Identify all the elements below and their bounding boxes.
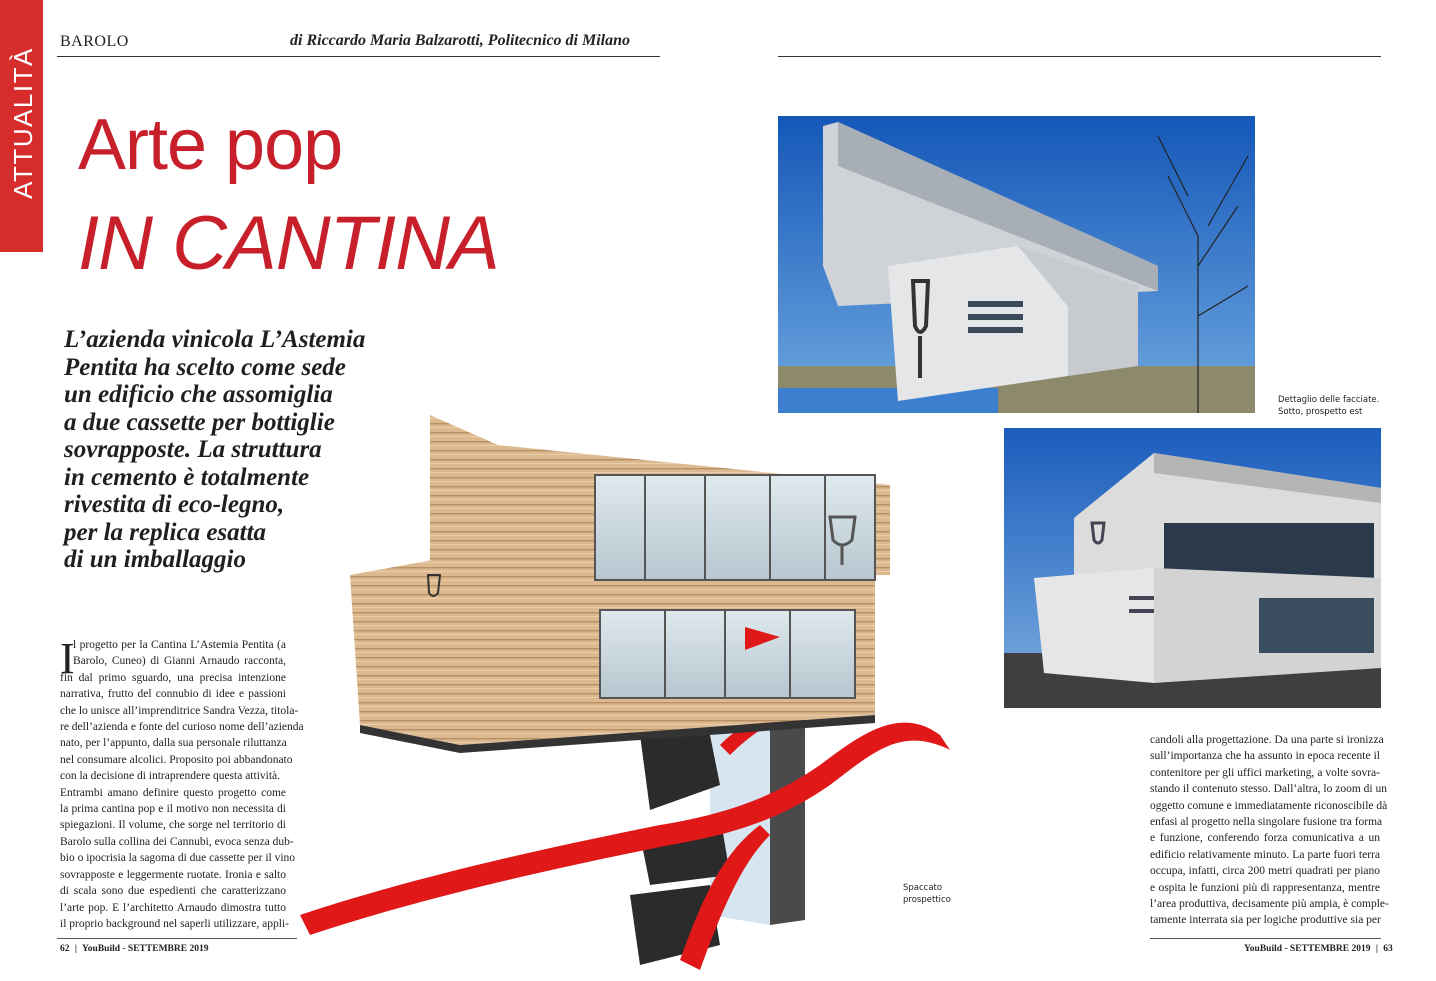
body-line: Barolo, Cuneo) di Gianni Arnaudo racconta, xyxy=(73,655,286,668)
header-rule-right xyxy=(778,56,1381,57)
caption-line: Spaccato xyxy=(903,883,943,893)
header-rule-left xyxy=(57,56,660,57)
body-line: occupa, infatti, circa 200 metri quadrati per piano xyxy=(1150,865,1380,878)
lead-line: un edificio che assomiglia xyxy=(64,381,333,408)
photo-east-elevation xyxy=(1004,428,1381,708)
byline: di Riccardo Maria Balzarotti, Politecnico di Milano xyxy=(290,32,631,49)
footer-magazine-left: YouBuild - SETTEMBRE 2019 xyxy=(82,944,209,954)
body-line: Entrambi amano definire questo progetto come xyxy=(60,786,286,799)
caption-photo xyxy=(1278,394,1379,418)
body-line: di scala sono due espedienti che caratterizzano xyxy=(60,885,286,898)
body-line: con la decisione di intraprendere questa attività. xyxy=(60,770,281,783)
lead-line: per la replica esatta xyxy=(64,518,267,546)
footer-rule-left xyxy=(57,938,297,939)
lead-line: Pentita ha scelto come sede xyxy=(64,353,346,381)
body-line: Barolo sulla collina dei Cannubi, evoca senza dub- xyxy=(60,835,294,848)
body-line: enfasi al progetto nella singolare fusione tra forma xyxy=(1150,816,1383,829)
body-line: nel consumare alcolici. Proposito poi abbandonato xyxy=(60,753,293,766)
body-line: fin dal primo sguardo, una precisa intenzione xyxy=(60,671,286,684)
photo-facade-detail xyxy=(778,116,1255,413)
section-label: BAROLO xyxy=(60,33,129,50)
page-number-left: 62 xyxy=(60,944,70,954)
body-line: l progetto per la Cantina L’Astemia Pentita (a xyxy=(73,639,286,651)
body-line: edificio relativamente minuto. La parte fuori terra xyxy=(1150,848,1380,861)
body-line: che lo unisce all’imprenditrice Sandra Vezza, titola- xyxy=(60,704,299,717)
footer-magazine-right: YouBuild - SETTEMBRE 2019 xyxy=(1244,944,1371,954)
lead-line: in cemento è totalmente xyxy=(64,463,310,491)
caption-line: Sotto, prospetto est xyxy=(1278,407,1363,417)
body-line: e ospita le funzioni più di rappresentanza, mentre xyxy=(1150,881,1380,894)
body-line: re dell’azienda e fonte del curioso nome dell’azienda xyxy=(60,721,304,734)
body-line: bio o ipocrisia la sagoma di due cassette per il vino xyxy=(60,852,296,865)
lead-line: a due cassette per bottiglie xyxy=(64,408,335,436)
body-line: il proprio background nel saperli utilizzare, appli- xyxy=(60,917,289,930)
footer-left: 62 | YouBuild - SETTEMBRE 2019 xyxy=(60,944,209,954)
body-line: contenitore per gli uffici marketing, a volte sovra- xyxy=(1150,766,1380,779)
body-line: oggetto comune e immediatamente riconoscibile dà xyxy=(1150,799,1388,812)
body-line: sovrapposte e leggermente ruotate. Ironia e salto xyxy=(60,868,286,881)
lead-paragraph xyxy=(64,326,414,574)
footer-rule-right xyxy=(1150,938,1381,939)
body-line: stando il contenuto stesso. Dall’altra, lo zoom di un xyxy=(1150,783,1387,796)
section-tab-label: ATTUALITÀ xyxy=(8,47,38,199)
lead-line: sovrapposte. La struttura xyxy=(64,436,322,463)
body-line: e funzione, conferendo forza comunicativa a un xyxy=(1150,832,1380,845)
title-line-1: Arte pop xyxy=(78,105,343,185)
lead-line: di un imballaggio xyxy=(64,546,246,573)
body-line: la prima cantina pop e il motivo non necessita di xyxy=(60,803,286,816)
body-line: nato, per l’appunto, dalla sua personale riluttanza xyxy=(60,737,287,750)
body-text-left xyxy=(60,634,304,932)
section-tab xyxy=(0,0,43,252)
body-line: sull’importanza che ha assunto in epoca recente il xyxy=(1150,750,1380,763)
lead-line: L’azienda vinicola L’Astemia xyxy=(64,326,366,353)
page-number-right: 63 xyxy=(1383,944,1393,954)
body-line: candoli alla progettazione. Da una parte si ironizza xyxy=(1150,734,1384,746)
caption-section xyxy=(903,882,951,906)
caption-line: prospettico xyxy=(903,895,951,905)
body-line: l’arte pop. E l’architetto Arnaudo dimostra tutto xyxy=(60,901,286,914)
body-text-right xyxy=(1150,732,1389,929)
body-line: narrativa, frutto del connubio di idee e passioni xyxy=(60,688,286,701)
body-line: spiegazioni. Il volume, che sorge nel territorio di xyxy=(60,819,286,832)
body-line: tamente interrata sia per logiche produttive sia per xyxy=(1150,914,1381,927)
footer-right: YouBuild - SETTEMBRE 2019 | 63 xyxy=(1244,944,1393,954)
body-line: l’area produttiva, decisamente più ampia, è comple- xyxy=(1150,898,1389,911)
title-line-2: IN CANTINA xyxy=(78,201,499,286)
lead-line: rivestita di eco-legno, xyxy=(64,491,285,518)
caption-line: Dettaglio delle facciate. xyxy=(1278,395,1380,405)
dropcap: I xyxy=(60,634,75,683)
